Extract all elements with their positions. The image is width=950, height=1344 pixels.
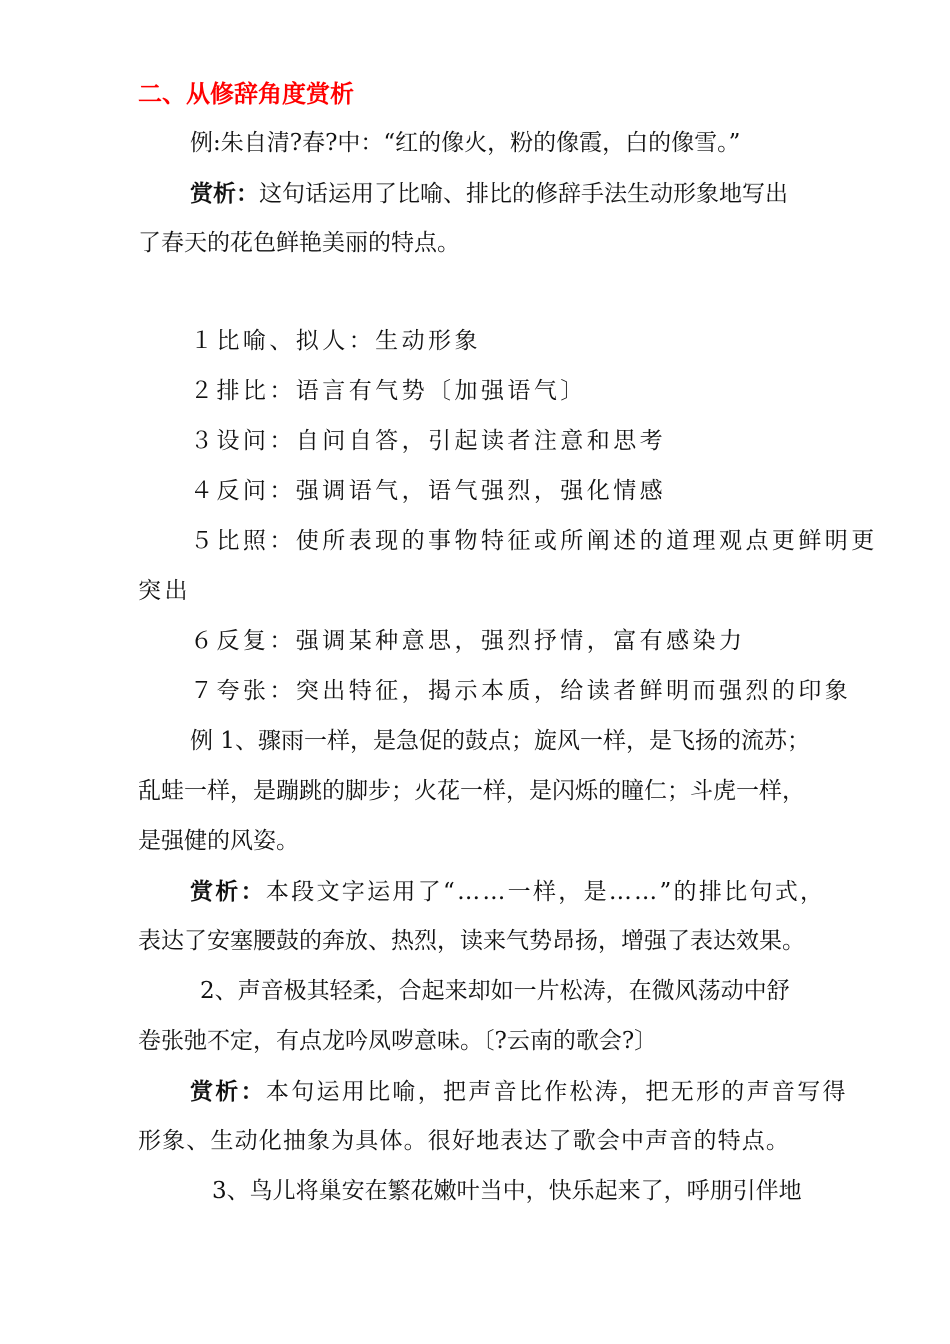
example-1-text: 乱蛙一样，是蹦跳的脚步；火花一样，是闪烁的瞳仁；斗虎一样，	[138, 778, 805, 804]
analysis-label: 赏析：	[190, 878, 266, 905]
analysis-label: 赏析：	[190, 180, 259, 207]
list-item: ２排比：语言有气势〔加强语气〕	[190, 378, 587, 404]
list-item: １比喻、拟人：生动形象	[190, 328, 481, 354]
analysis-label: 赏析：	[190, 1078, 266, 1105]
analysis-text: 本句运用比喻，把声音比作松涛，把无形的声音写得	[265, 1079, 848, 1105]
list-item: ５比照：使所表现的事物特征或所阐述的道理观点更鲜明更	[190, 528, 878, 554]
example-1-text: 是强健的风姿。	[138, 828, 299, 854]
example-quote: 例:朱自清?春?中：“红的像火，粉的像霞，白的像雪。”	[190, 130, 741, 156]
analysis-paragraph-1	[190, 180, 788, 209]
analysis-text-cont: 表达了安塞腰鼓的奔放、热烈，读来气势昂扬，增强了表达效果。	[138, 928, 805, 954]
list-item: ６反复：强调某种意思，强烈抒情，富有感染力	[190, 628, 746, 654]
example-3-text: 3、鸟儿将巢安在繁花嫩叶当中，快乐起来了，呼朋引伴地	[212, 1178, 802, 1204]
list-item: ３设问：自问自答，引起读者注意和思考	[190, 428, 667, 454]
list-item: ７夸张：突出特征，揭示本质，给读者鲜明而强烈的印象	[190, 678, 852, 704]
analysis-paragraph-3	[190, 1078, 848, 1107]
analysis-text-cont: 形象、生动化抽象为具体。很好地表达了歌会中声音的特点。	[138, 1128, 791, 1154]
analysis-text: 本段文字运用了“……一样，是……”的排比句式，	[265, 879, 826, 905]
example-1-text: 例 1、骤雨一样，是急促的鼓点；旋风一样，是飞扬的流苏；	[190, 728, 810, 754]
example-2-text: 2、声音极其轻柔，合起来却如一片松涛，在微风荡动中舒	[200, 978, 790, 1004]
example-2-text: 卷张弛不定，有点龙吟凤哕意味。〔?云南的歌会?〕	[138, 1028, 658, 1054]
section-heading: 二、从修辞角度赏析	[138, 79, 354, 108]
analysis-text: 这句话运用了比喻、排比的修辞手法生动形象地写出	[259, 181, 788, 207]
list-item-cont: 突出	[138, 578, 191, 604]
analysis-paragraph-2	[190, 878, 825, 907]
list-item: ４反问：强调语气，语气强烈，强化情感	[190, 478, 667, 504]
analysis-text-cont: 了春天的花色鲜艳美丽的特点。	[138, 230, 460, 256]
